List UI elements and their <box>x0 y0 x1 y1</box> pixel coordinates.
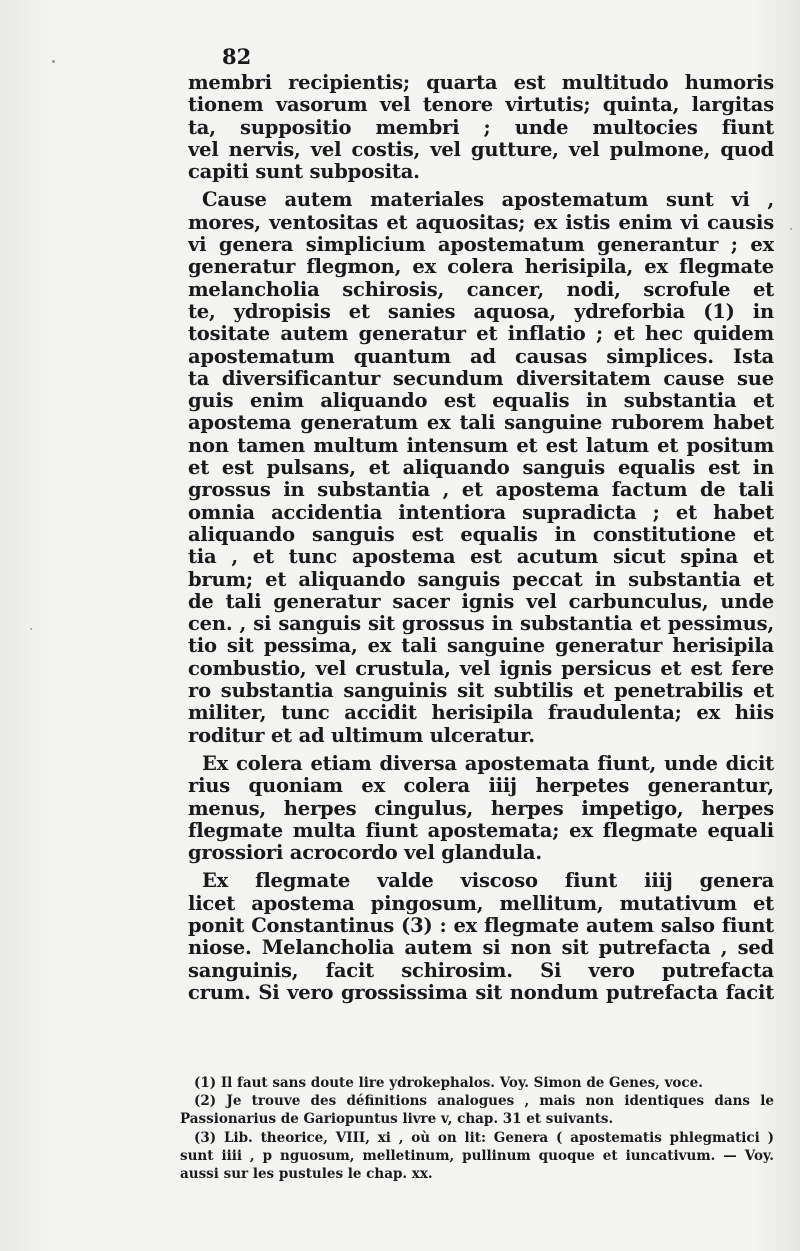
footnote-line: (1) Il faut sans doute lire ydrokephalos. Voy. Simon de Genes, voce. <box>194 1075 703 1091</box>
text-line: membri recipientis; quarta est multitudo humoris <box>188 72 774 94</box>
text-line: apostema generatum ex tali sanguine ruborem habet <box>188 412 774 435</box>
text-line: vel nervis, vel costis, vel gutture, vel pulmone, quod <box>188 138 774 161</box>
text-line: tia , et tunc apostema est acutum sicut spina et <box>188 546 774 569</box>
text-line: licet apostema pingosum, mellitum, mutativum et <box>188 892 774 915</box>
text-line: grossiori acrocordo vel glandula. <box>188 841 542 865</box>
footnote-line: aussi sur les pustules le chap. xx. <box>180 1165 433 1182</box>
text-line: ta diversificantur secundum diversitatem cause sue <box>188 367 774 390</box>
text-line: te, ydropisis et sanies aquosa, ydreforbia (1) in <box>188 300 774 323</box>
text-line: Cause autem materiales apostematum sunt vi , <box>202 189 774 212</box>
text-line: Ex colera etiam diversa apostemata fiunt, unde dicit <box>202 752 774 775</box>
footnote-line: Passionarius de Gariopuntus livre v, chap. 31 et suivants. <box>180 1111 614 1128</box>
text-line: mores, ventositas et aquositas; ex istis enim vi causis <box>188 211 774 234</box>
text-line: vi genera simplicium apostematum generantur ; ex <box>188 234 774 257</box>
text-line: menus, herpes cingulus, herpes impetigo, herpes <box>188 797 774 820</box>
text-line: combustio, vel crustula, vel ignis persicus et est fere <box>188 657 774 680</box>
footnote-line: (3) Lib. theorice, VIII, xi , où on lit: Genera ( apostematis phlegmatici ) <box>194 1129 774 1146</box>
text-line: grossus in substantia , et apostema factum de tali <box>188 479 774 502</box>
text-line: aliquando sanguis est equalis in constitutione et <box>188 523 774 546</box>
text-line: guis enim aliquando est equalis in substantia et <box>188 390 774 413</box>
text-line: ponit Constantinus (3) : ex flegmate autem salso fiunt <box>188 914 774 937</box>
text-line: flegmate multa fiunt apostemata; ex flegmate equali <box>188 819 774 842</box>
text-line: non tamen multum intensum et est latum et positum <box>188 434 774 457</box>
text-line: tositate autem generatur et inflatio ; et hec quidem <box>188 323 774 346</box>
text-line: ta, suppositio membri ; unde multocies fiunt <box>188 116 774 139</box>
text-line: roditur et ad ultimum ulceratur. <box>188 723 535 747</box>
text-line: melancholia schirosis, cancer, nodi, scrofule et <box>188 278 774 301</box>
text-line: tio sit pessima, ex tali sanguine generatur herisipila <box>188 635 774 658</box>
page-number: 82 <box>222 44 252 69</box>
paper-speck <box>30 628 32 630</box>
text-line: brum; et aliquando sanguis peccat in substantia et <box>188 568 774 591</box>
text-line: rius quoniam ex colera iiij herpetes generantur, <box>188 775 774 798</box>
text-line: apostematum quantum ad causas simplices. Ista <box>188 345 774 368</box>
text-line: tionem vasorum vel tenore virtutis; quinta, largitas <box>188 94 774 117</box>
footnotes <box>180 1074 774 1183</box>
body-text <box>188 72 774 1004</box>
text-line: Ex flegmate valde viscoso fiunt iiij genera <box>202 870 774 893</box>
text-line: crum. Si vero grossissima sit nondum putrefacta facit <box>188 981 774 1004</box>
text-line: ro substantia sanguinis sit subtilis et penetrabilis et <box>188 680 774 703</box>
text-line: generatur flegmon, ex colera herisipila, ex flegmate <box>188 256 774 279</box>
text-line: omnia accidentia intentiora supradicta ; et habet <box>188 501 774 524</box>
paper-speck <box>52 60 55 63</box>
text-line: sanguinis, facit schirosim. Si vero putrefacta <box>188 959 774 982</box>
text-line: de tali generatur sacer ignis vel carbunculus, unde <box>188 590 774 613</box>
text-line: capiti sunt subposita. <box>188 160 420 184</box>
text-line: et est pulsans, et aliquando sanguis equalis est in <box>188 457 774 480</box>
paper-speck <box>790 228 792 230</box>
text-line: niose. Melancholia autem si non sit putrefacta , sed <box>188 937 774 960</box>
footnote-line: (2) Je trouve des définitions analogues , mais non identiques dans le <box>194 1093 774 1110</box>
footnote-line: sunt iiii , p nguosum, melletinum, pullinum quoque et iuncativum. — Voy. <box>180 1147 774 1164</box>
text-line: cen. , si sanguis sit grossus in substantia et pessimus, <box>188 613 774 636</box>
text-line: militer, tunc accidit herisipila fraudulenta; ex hiis <box>188 702 774 725</box>
